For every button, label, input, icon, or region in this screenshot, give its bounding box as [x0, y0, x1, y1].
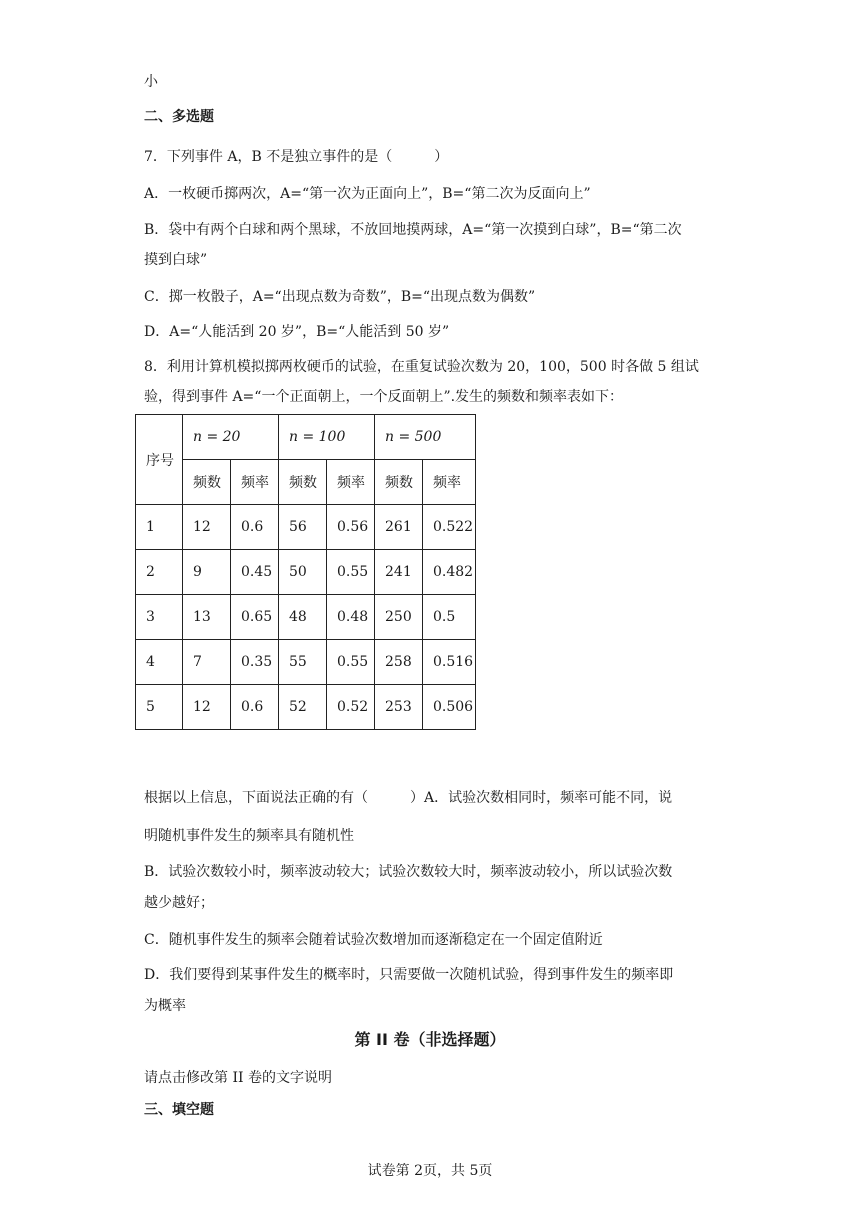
q7-option-c: C．掷一枚骰子，A=“出现点数为奇数”，B=“出现点数为偶数” [144, 289, 536, 305]
table-cell: 13 [183, 595, 231, 640]
q8-option-b-line1: B．试验次数较小时，频率波动较大；试验次数较大时，频率波动较小，所以试验次数 [144, 864, 673, 880]
table-cell: 0.522 [423, 505, 476, 550]
table-cell: 0.55 [327, 640, 375, 685]
table-cell: 0.52 [327, 685, 375, 730]
table-cell: 0.6 [231, 505, 279, 550]
q7-option-d: D．A=“人能活到 20 岁”，B=“人能活到 50 岁” [144, 324, 450, 340]
table-cell: 12 [183, 505, 231, 550]
top-char: 小 [144, 74, 158, 90]
q8-option-d-line2: 为概率 [144, 998, 186, 1014]
table-row [136, 640, 476, 685]
section-title-multiple-choice: 二、多选题 [144, 109, 214, 125]
q8-stem-line2: 验，得到事件 A=“一个正面朝上，一个反面朝上”.发生的频数和频率表如下： [144, 389, 624, 405]
q8-option-d-line1: D．我们要得到某事件发生的概率时，只需要做一次随机试验，得到事件发生的频率即 [144, 967, 674, 983]
section-title-fill-in: 三、填空题 [144, 1102, 214, 1118]
table-cell: 50 [279, 550, 327, 595]
table-cell: 2 [136, 550, 183, 595]
q8-option-b-line2: 越少越好； [144, 895, 214, 911]
table-cell: 9 [183, 550, 231, 595]
table-cell: 0.5 [423, 595, 476, 640]
table-header-group: n = 100 [279, 415, 375, 460]
table-row [136, 685, 476, 730]
table-cell: 0.45 [231, 550, 279, 595]
q8-after-line1: 根据以上信息，下面说法正确的有（ ）A．试验次数相同时，频率可能不同，说 [144, 790, 673, 806]
table-subheader: 频数 [279, 460, 327, 505]
frequency-table [135, 414, 476, 730]
table-cell: 241 [375, 550, 423, 595]
table-cell: 52 [279, 685, 327, 730]
page-footer: 试卷第 2页，共 5页 [367, 1163, 493, 1179]
table-header-group: n = 500 [375, 415, 476, 460]
part2-title: 第 II 卷（非选择题） [354, 1030, 506, 1049]
q7-stem: 7．下列事件 A，B 不是独立事件的是（ ） [144, 149, 449, 165]
table-cell: 4 [136, 640, 183, 685]
table-row [136, 505, 476, 550]
table-row [136, 550, 476, 595]
table-cell: 0.482 [423, 550, 476, 595]
q7-option-b-line2: 摸到白球” [144, 252, 208, 268]
table-header-group: n = 20 [183, 415, 279, 460]
table-cell: 0.35 [231, 640, 279, 685]
table-cell: 0.516 [423, 640, 476, 685]
table-cell: 0.6 [231, 685, 279, 730]
table-cell: 261 [375, 505, 423, 550]
table-header-index: 序号 [136, 415, 183, 505]
q7-option-b-line1: B．袋中有两个白球和两个黑球，不放回地摸两球，A=“第一次摸到白球”，B=“第二次 [144, 222, 682, 238]
q7-option-a: A．一枚硬币掷两次，A=“第一次为正面向上”，B=“第二次为反面向上” [144, 186, 591, 202]
table-subheader: 频率 [423, 460, 476, 505]
table-cell: 5 [136, 685, 183, 730]
table-subheader: 频率 [327, 460, 375, 505]
part2-note: 请点击修改第 II 卷的文字说明 [144, 1070, 332, 1086]
table-cell: 0.55 [327, 550, 375, 595]
table-cell: 48 [279, 595, 327, 640]
table-cell: 0.65 [231, 595, 279, 640]
table-cell: 56 [279, 505, 327, 550]
table-cell: 250 [375, 595, 423, 640]
table-cell: 0.506 [423, 685, 476, 730]
table-cell: 55 [279, 640, 327, 685]
table-subheader: 频数 [183, 460, 231, 505]
table-cell: 12 [183, 685, 231, 730]
table-cell: 3 [136, 595, 183, 640]
table-cell: 0.56 [327, 505, 375, 550]
table-subheader: 频率 [231, 460, 279, 505]
table-cell: 1 [136, 505, 183, 550]
table-row [136, 595, 476, 640]
table-subheader: 频数 [375, 460, 423, 505]
table-cell: 7 [183, 640, 231, 685]
q8-stem-line1: 8．利用计算机模拟掷两枚硬币的试验，在重复试验次数为 20，100，500 时各做 5 组试 [144, 359, 699, 375]
q8-after-line2: 明随机事件发生的频率具有随机性 [144, 828, 354, 844]
table-cell: 253 [375, 685, 423, 730]
q8-option-c: C．随机事件发生的频率会随着试验次数增加而逐渐稳定在一个固定值附近 [144, 932, 603, 948]
table-cell: 0.48 [327, 595, 375, 640]
table-cell: 258 [375, 640, 423, 685]
